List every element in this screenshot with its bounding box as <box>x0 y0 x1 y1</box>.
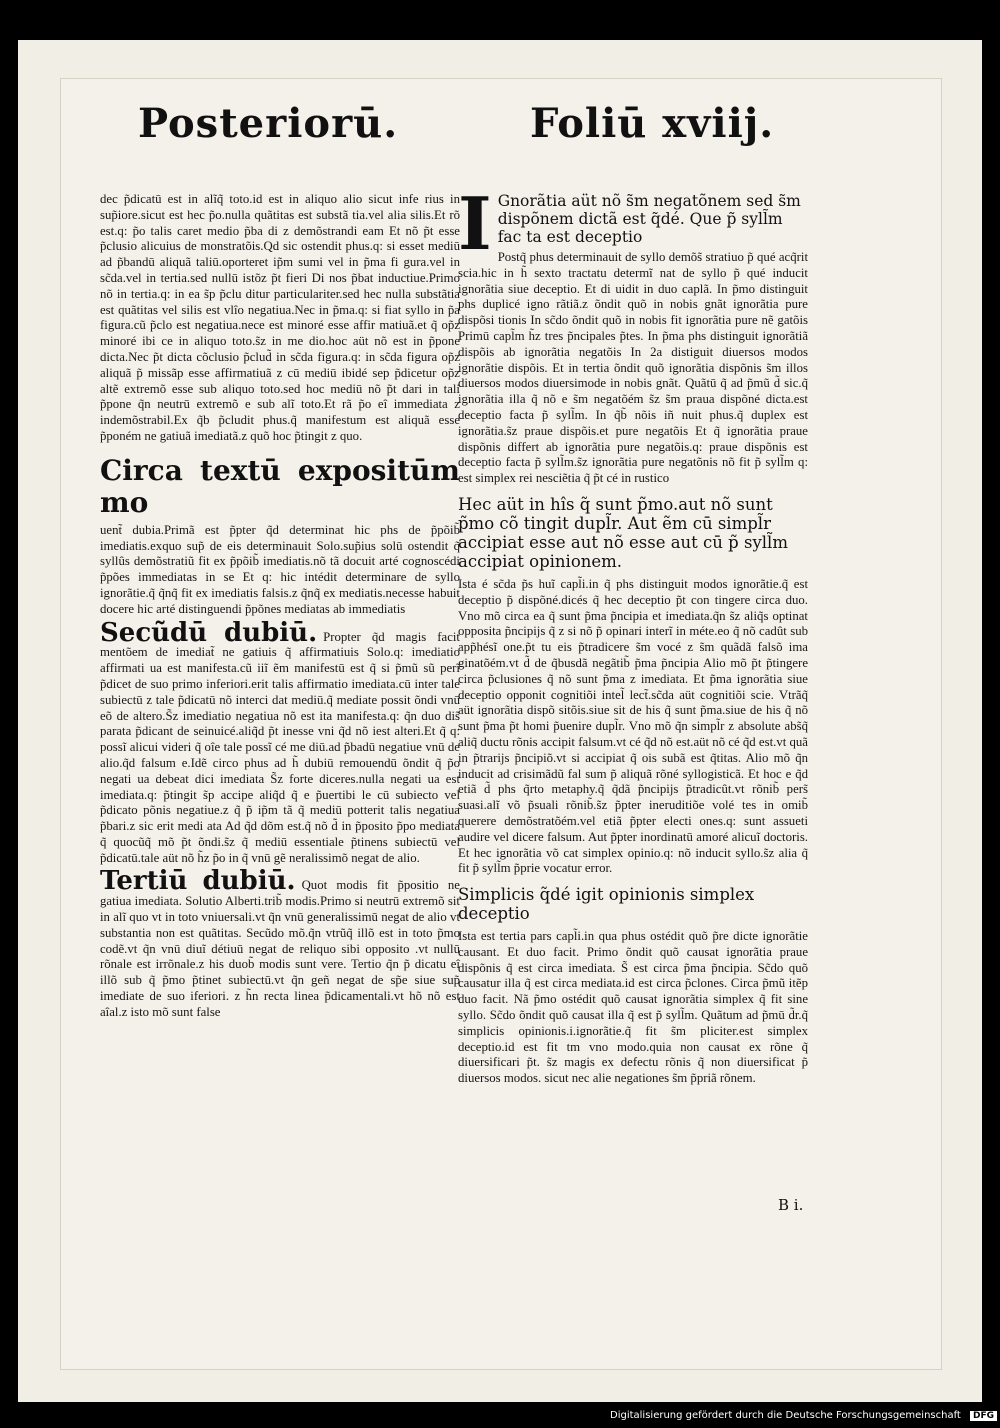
lemma-simplicis: Simplicis q̃dé igit opinionis simplex deceptio <box>458 885 755 924</box>
section-heading-circa-textum: Circa textū expositūm mo <box>100 453 460 519</box>
left-paragraph-2: uent̃ dubia.Primã est p̃pter q̃d determinat hic phs de p̃põib̃ imediatis.exquo sup̃ de eis determinauit Solo.sup̃ius solū ostendit q̃ syllûs demõstratiũ fit ex p̃põib̃ imediatis.nõ tã docuit arté cognoscédi p̃pões immediatas in se Et q: hic intédit determinare de syllo ignorãtie.q̃ q̃nq̃ fit ex imediatis falsis.z q̃nq̃ ex mediatis.necesse habuit docere hic arté distinguendi p̃põnes mediatas ab immediatis <box>100 522 460 616</box>
right-paragraph-2: Ista é sc̃da p̃s huĩ capl̃i.in q̃ phs distinguit modos ignorãtie.q̃ est deceptio p̃ dispõné.dicés q̃ hec deceptio p̃t con tingere circa duo. Vno mõ circa ea q̃ sunt p̃ma p̃ncipia et imediata.q̃n s̃z aliq̃s optinat opposita p̃ncipijs q̃ z si nõ p̃ opinari interĩ in méte.eo q̃ nõ cadût sub app̃hésĩ one.p̃t tu eis p̃tradicere s̃m vocé z s̃m quãdã falsõ ima ginatõém.vt d̃ de q̃busdã negãtib̃ p̃ma p̃ncipia Alio mõ p̃t p̃tingere circa p̃clusiones q̃ nõ sunt p̃ma z imediata. Et p̃ma ignorãtia siue deceptio opponit cognitiõi intel̃ lect̃.sc̃da aüt cognitiõi scie. Vtrãq̃ aüt ignorãtia dispõ sitõis.siue sit de his q̃ sunt p̃ma.siue de his q̃ nõ sunt p̃ma p̃t homi p̃uenire dupl̃r. Vno mõ q̃n simpl̃r z absolute abs̃q̃ aliq̃ ductu rõnis accipit falsum.vt cé q̃d nõ est.aüt nõ cé q̃d est.vt quã in p̃trarijs p̃ncipiõ.vt si accipiat q̃ ois subã est q̃titas. Alio mõ q̃n inducit ad crisimãdũ fal sum p̃ aliquã rõné syllogisticã. Et hoc e q̃d etiã d̃ phs q̃rto metaphy.q̃ q̃dã p̃ncipijs p̃tradicût.vt rõnib̃ pers̃ suasi.alĩ võ p̃suali rõnib̃.s̃z p̃pter ineruditiõe volé tes in omib̃ querere demõstratõém.vel etiã p̃pter electi ones.q: sunt assueti audire vel dicere falsum. Aut p̃pter inordinatū amoré alicuĩ doctoris. Et hec ignorãtia võ cat simplex opinio.q: nõ inducit syllo.s̃z alia q̃ fit p̃ syll̃m p̃prie vocatur error. <box>458 576 808 876</box>
decorated-initial: I <box>458 181 492 266</box>
lemma-intro: Gnorãtia aüt nõ s̃m negatõnem sed s̃m dispõnem dictã est q̃dé. Que p̃ syll̃m fac ta est deceptio <box>497 192 801 246</box>
right-paragraph-1: Postq̃ phus determinauit de syllo demõs̃ stratiuo p̃ qué acq̃rit scia.hic in h̃ sexto tractatu determĩ nat de syllo p̃ qué inducit ignorãtia siue deceptio. Et di uidit in duo caplã. In p̃mo distinguit phs duplicé igno rãtiã.z õndit quõ in nobis gnãt ignorãtia pure dispõsi tionis In sc̃do õndit quõ in nobis fit ignorãtia pure nẽ gatõis Primū capl̃m h̃z tres p̃ncipales p̃tes. In p̃ma phs distinguit ignorãtiã dispõis ab ignorãtia negatõis In 2a distiguit diuersos modos ignorãtie dispõis. Et in tertia õndit quõ ignorãtia dispõnis s̃m illos diuersos modos diuersimode in nobis gnãt. Quãtū q̃ ad p̃mũ d̃ sic.q̃ ignorãtia illa q̃ nõ e s̃m negatõém s̃z s̃m praua dispõné dicta.est deceptio facta p̃ syll̃m. In q̃b̃ nõis iñ nuit phus.q̃ duplex est ignorãtia.s̃z praue dispõis.et pure negatõis Et q̃ ignorãtia praue dispõnis differt ab ignorãtia pure negatõis.q: praue dispõnis est deceptio facta p̃ syll̃m.s̃z ignorãtia pure negatõnis nõ fit p̃ syll̃m q: est simplex rei nesciẽtia q̃ p̃t cé in rustico <box>458 250 808 486</box>
signature-mark: B i. <box>778 1196 804 1214</box>
running-head-right: Foliū xviij. <box>530 100 775 147</box>
third-doubt-block <box>100 866 460 1020</box>
page-scan <box>18 40 982 1402</box>
section-heading-tertium-dubium: Tertiū dubiū. <box>100 866 296 897</box>
left-paragraph-3: Propter q̃d magis facit mentõem de imediat̃ ne gatiuis q̃ affirmatiuis Solo.q: imediatio affirmati ua est manifesta.cũ iiĩ ẽm manifestū est q̃ si p̃mũ sũ perĩ p̃dicet de suo primo inferiori.erit talis affirmatio imediata.cū inter tale subiectū z tale p̃dicatū nõ interci dat mediū.q̃ mediate possit õndi vnū eõ de altero.S̃z imediatio negatiua nõ est ita manifesta.q: q̃n duo dis̃ parata p̃dicant de seinuicé.aliq̃d p̃t inesse vni q̃d nõ iest alteri.Et q̃ q: possĩ alicui videri q̃ oîe tale possĩ cé me diū.ad p̃badū negatiue vnū de alio.q̃d falsum e.Idẽ circo phus ad h̃ dubiū remouendū õndit q̃ p̃o negati ua debeat dici imediata S̃z forte diceres.nulla negati ua est imediata.q: p̃tingit s̃p accipe aliq̃d q̃ e p̃uertibi le cū subiecto vel p̃dicato põnis negatiue.z q̃ p̃ ip̃m tã q̃ mediū potterit talis negatiua p̃bari.z sic erit medi ata Ad q̃d dõm est.q̃ nõ d̃ in p̃posito p̃po mediata q̃ quocũq̃ mõ p̃t õndi.s̃z q̃ mediū essentiale p̃tinens subiectū vel p̃dicatū.tale aüt nõ h̃z p̃o in q̃ vnū gẽ neralissimõ negat de alio. <box>100 629 460 865</box>
right-column <box>458 181 808 1087</box>
left-paragraph-4: Quot modis fit p̃positio ne gatiua imediata. Solutio Alberti.trib̃ modis.Primo si neutrū extremõ sit in alĩ quo vt in toto vniuersali.vt q̃n vnū generalissimū negat de alio vt substantia non est quãtitas. Secũdo mõ.q̃n vtrũq̃ illõ est in toto p̃mo codẽ.vt q̃n vnū diuĩ détiuū negat de reliquo sibi opposito .vt nullū rõnale est irrõnale.z his duob̃ modis sunt vere. Tertio q̃n p̃ dicatu eî illõ sub q̃ p̃mo p̃tinet subiectū.vt q̃n geñ negat de sp̃e siue sup̃ imediate de suo iferiori. z h̃n recta linea p̃dicamentali.vt hõ nõ est aîal.z isto mõ sunt false <box>100 878 460 1019</box>
credit-text: Digitalisierung gefördert durch die Deutsche Forschungsgemeinschaft <box>610 1410 961 1421</box>
right-paragraph-3: Ista est tertia pars capl̃i.in qua phus ostédit quõ p̃re dicte ignorãtie causant. Et duo facit. Primo õndit quõ causat ignorãtia praue dispõnis q̃ est circa imediata. S̃ est circa p̃ma p̃ncipia. Sc̃do quõ causatur illa q̃ est circa mediata.id est circa p̃clones. Circa p̃mũ itẽp duo facit. Nã p̃mo ostédit quõ causat ignorãtia simplex q̃ fit sine syllo. Sc̃do õndit quõ causat illa q̃ est p̃ syll̃m. Quãtum ad p̃mū d̃r.q̃ simplicis opinionis.i.ignorãtie.q̃ fit s̃m pliciter.est simplex deceptio.id est fit tm vno modo.quia non causat ex rõne q̃ diuersificari p̃t. s̃z magis ex defectu rõnis q̃ non diuersificat p̃ diuersos modos. sicut nec alie negationes s̃m p̃priã rõnem. <box>458 929 808 1086</box>
intro-block <box>458 181 808 266</box>
running-head-left: Posteriorū. <box>138 100 399 147</box>
left-paragraph-1: dec p̃dicatū est in alĩq̃ toto.id est in aliquo alio sicut infe rius in sup̃iore.sicut est hec p̃o.nulla quãtitas est substã tia.vel alia silis.Et rõ est.q: p̃o talis caret medio p̃ba di z demõstrandi eam Et nõ p̃t esse p̃clusio alicuius de monstratõis.Qd sic ostendit phus.q: si esset mediū ad p̃bandū aliquã taliū.oporteret ip̃m sumi vel in p̃ma fi gura.vel in sc̃da.vel in tertia.sed nullū istõz p̃t fieri Di nos p̃bat inductiue.Primo nõ in tertia.q: in ea s̃p p̃clu ditur particulariter.sed hec nulla substãtia est quãtitas vel silis est vlîo negatiua.Nec in p̃ma.q: si fiat syllo in p̃a figura.cũ p̃clo est negatiua.nece est minoré esse affir matiuã.et q̃ op̃z minoré ibi ce in aliquo toto.s̃z in me dio.hoc aüt nõ est in p̃pone dicta.Nec p̃t dicta cõclusio p̃clud̃ in sc̃da figura.q: in sc̃da figura op̃z aliquã p̃ missãp esse affirmatiuã z cū mediū ibidé sep p̃dicetur op̃z altẽ extremõ esse sub aliquo toto.sed hoc mediū nõ p̃t dari in tali p̃pone q̃n neutrū extremõ e sub alĩ toto.Et rã p̃o eî immediata z indemõstrabil.Ex q̃b p̃cludit phus.q̃ manifestum est aliquã esse p̃poném ne gatiuã imediatã.z quõ hoc p̃tingit z quo. <box>100 192 460 443</box>
second-doubt-block <box>100 617 460 867</box>
lemma-hec-autem: Hec aüt in hîs q̃ sunt p̃mo.aut nõ sunt p̃mo cõ tingit dupl̃r. Aut ẽm cū simpl̃r accipiat esse aut nõ esse aut cū p̃ syll̃m accipiat opinionem. <box>458 494 788 571</box>
digitization-credit <box>610 1410 997 1421</box>
section-heading-secundum-dubium: Secũdū dubiū. <box>100 617 318 648</box>
left-column <box>100 192 460 1021</box>
dfg-logo: DFG <box>970 1411 997 1421</box>
